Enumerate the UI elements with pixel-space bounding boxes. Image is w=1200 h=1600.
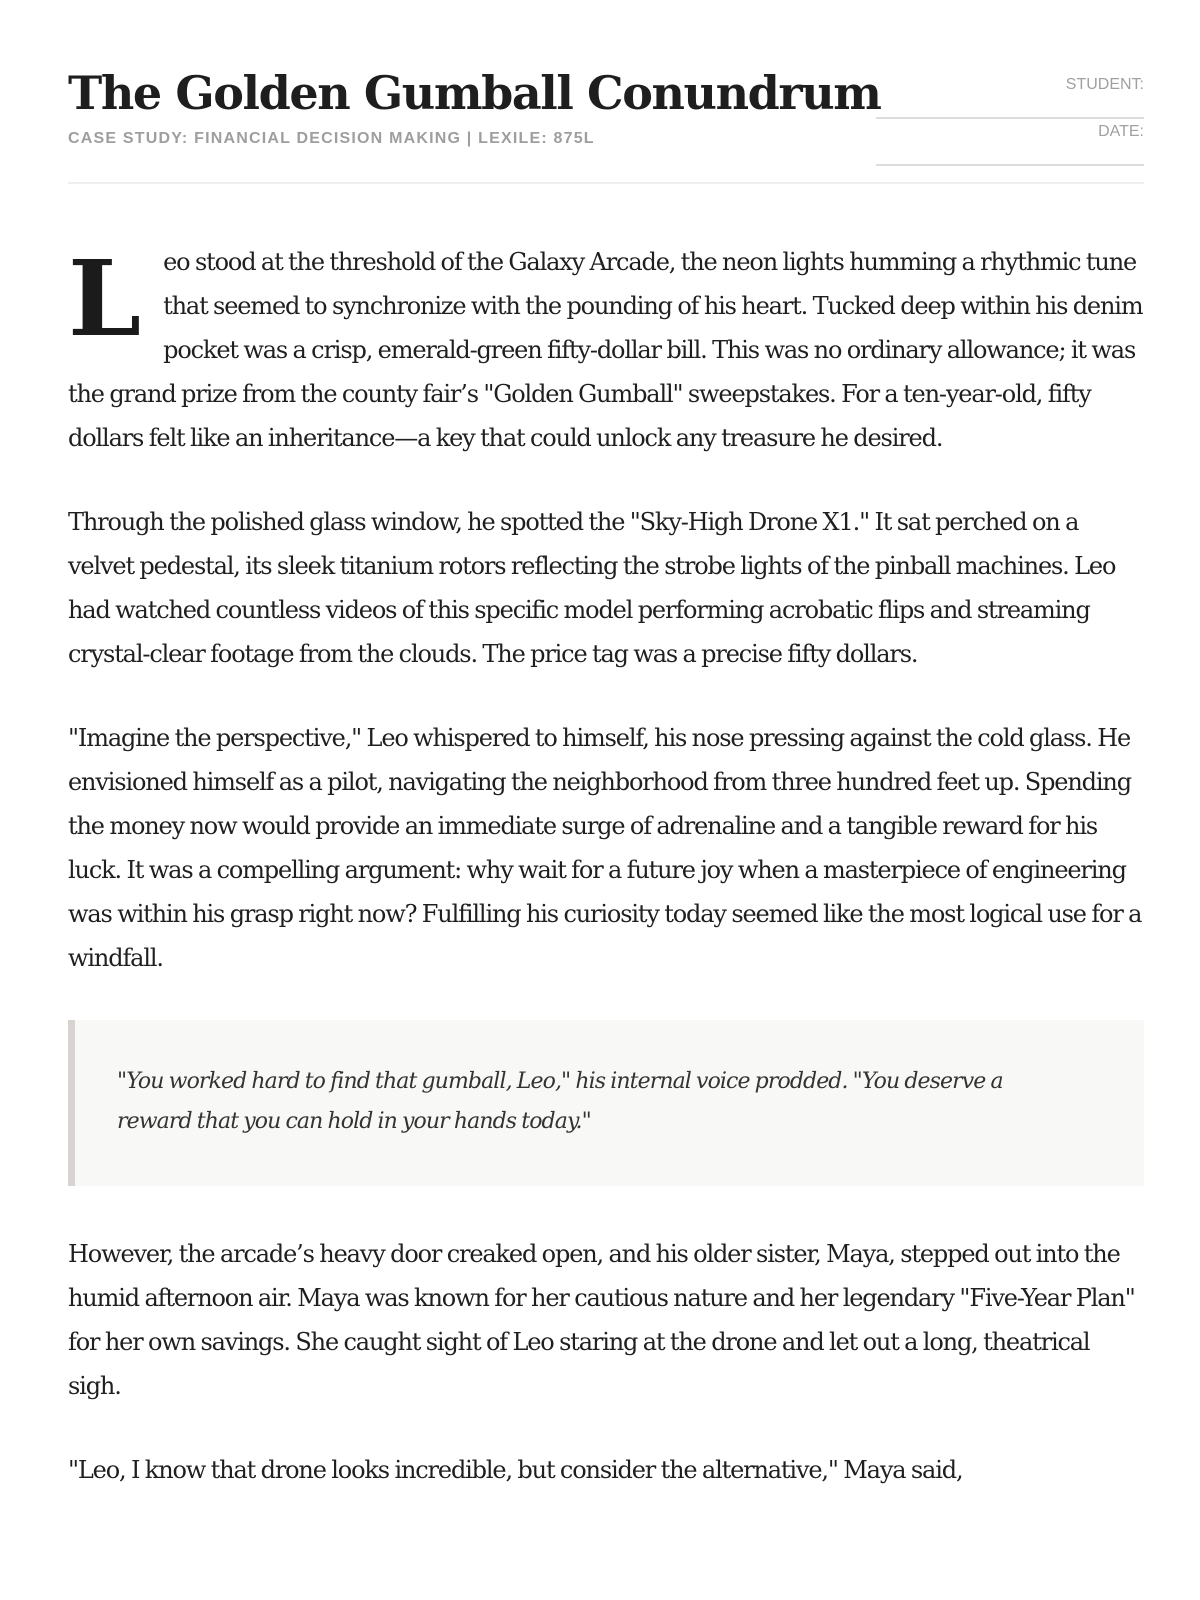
worksheet-page [68,0,1144,1484]
student-info [876,72,1144,166]
paragraph-1-text: eo stood at the threshold of the Galaxy Arcade, the neon lights humming a rhythmic tune that seemed to synchronize with the pounding of his heart. Tucked deep within his denim pocket was a crisp, emerald-green fifty-dollar bill. This was no ordinary allowance; it was the grand prize from the county fair’s "Golden Gumball" sweepstakes. For a ten-year-old, fifty dollars felt like an inheritance—a key that could unlock any treasure he desired. [68,248,1143,452]
story-paragraph-3: "Imagine the perspective," Leo whispered to himself, his nose pressing against the cold glass. He envisioned himself as a pilot, navigating the neighborhood from three hundred feet up. Spending the money now would provide an immediate surge of adrenaline and a tangible reward for his luck. It was a compelling argument: why wait for a future joy when a masterpiece of engineering was within his grasp right now? Fulfilling his curiosity today seemed like the most logical use for a windfall. [68,724,1142,972]
student-label: STUDENT: [1065,76,1144,93]
student-field[interactable] [876,72,1144,119]
story-paragraph-4: However, the arcade’s heavy door creaked open, and his older sister, Maya, stepped out into the humid afternoon air. Maya was known for her cautious nature and her legendary "Five-Year Plan" for her own savings. She caught sight of Leo staring at the drone and let out a long, theatrical sigh. [68,1240,1135,1400]
story-paragraph-2: Through the polished glass window, he spotted the "Sky-High Drone X1." It sat perched on a velvet pedestal, its sleek titanium rotors reflecting the strobe lights of the pinball machines. Leo had watched countless videos of this specific model performing acrobatic flips and streaming crystal-clear footage from the clouds. The price tag was a precise fifty dollars. [68,508,1116,668]
internal-voice-quote: "You worked hard to find that gumball, Leo," his internal voice prodded. "You deserve a reward that you can hold in your hands today." [68,1020,1144,1186]
date-label: DATE: [1098,123,1144,140]
date-field[interactable] [876,119,1144,166]
drop-cap: L [68,237,142,360]
story-body [68,237,1144,1532]
page-title: The Golden Gumball Conundrum [68,66,881,120]
story-paragraph-5: "Leo, I know that drone looks incredible, but consider the alternative," Maya said, [68,1456,963,1484]
worksheet-header [68,0,1144,184]
story-paragraph-1 [68,237,1144,460]
case-study-subtitle: CASE STUDY: FINANCIAL DECISION MAKING | LEXILE: 875L [68,130,595,147]
